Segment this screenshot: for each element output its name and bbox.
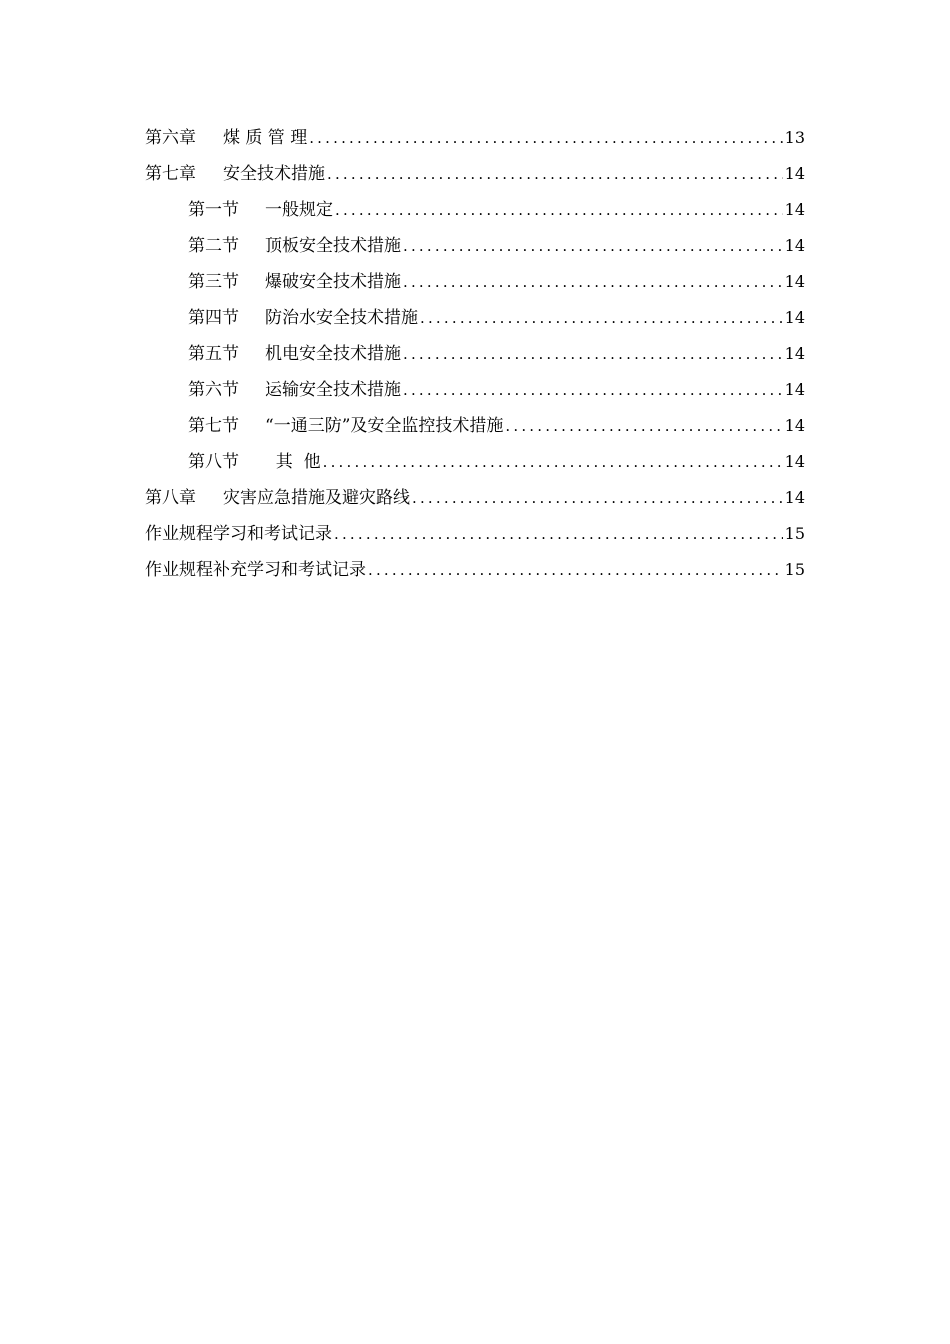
toc-entry[interactable] xyxy=(145,480,805,516)
toc-page-number: 14 xyxy=(784,380,805,399)
toc-page-number: 14 xyxy=(784,416,805,435)
toc-entry-label xyxy=(145,156,325,192)
dot-leader xyxy=(335,192,783,228)
toc-entry-number: 第六节 xyxy=(188,380,239,400)
toc-entry[interactable] xyxy=(145,300,805,336)
toc-entry-title: “一通三防”及安全监控技术措施 xyxy=(265,416,504,436)
toc-entry-title: 作业规程学习和考试记录 xyxy=(145,524,332,544)
dot-leader xyxy=(368,552,783,588)
toc-entry-number: 第一节 xyxy=(188,200,239,220)
toc-page-number: 14 xyxy=(784,452,805,471)
toc-page-number: 14 xyxy=(784,200,805,219)
dot-leader xyxy=(403,264,783,300)
toc-entry-title: 煤 质 管 理 xyxy=(223,128,308,148)
toc-page-number: 14 xyxy=(784,488,805,507)
toc-page-number: 14 xyxy=(784,344,805,363)
toc-entry-number: 第五节 xyxy=(188,344,239,364)
dot-leader xyxy=(323,444,783,480)
dot-leader xyxy=(334,516,783,552)
toc-entry-title: 其 他 xyxy=(265,452,321,472)
dot-leader xyxy=(505,408,782,444)
toc-entry-label xyxy=(188,372,401,408)
toc-entry-label xyxy=(188,408,503,444)
toc-page-number: 13 xyxy=(784,128,805,147)
toc-entry[interactable] xyxy=(145,120,805,156)
toc-entry-title: 防治水安全技术措施 xyxy=(265,308,418,328)
toc-entry-number: 第八章 xyxy=(145,488,196,508)
toc-page-number: 15 xyxy=(784,560,805,579)
toc-entry[interactable] xyxy=(145,516,805,552)
dot-leader xyxy=(403,336,783,372)
toc-entry-number: 第二节 xyxy=(188,236,239,256)
toc-entry-label xyxy=(188,264,401,300)
toc-entry[interactable] xyxy=(145,264,805,300)
toc-entry-label xyxy=(188,300,418,336)
toc-entry[interactable] xyxy=(145,228,805,264)
toc-entry[interactable] xyxy=(145,372,805,408)
toc-page-number: 14 xyxy=(784,308,805,327)
toc-entry-number: 第四节 xyxy=(188,308,239,328)
dot-leader xyxy=(327,156,783,192)
dot-leader xyxy=(403,228,783,264)
toc-entry[interactable] xyxy=(145,336,805,372)
toc-entry-number: 第六章 xyxy=(145,128,196,148)
toc-entry-label xyxy=(145,120,307,156)
toc-entry-title: 安全技术措施 xyxy=(223,164,325,184)
toc-entry-number: 第七章 xyxy=(145,164,196,184)
toc-entry[interactable] xyxy=(145,156,805,192)
toc-entry-title: 一般规定 xyxy=(265,200,333,220)
toc-entry-title: 顶板安全技术措施 xyxy=(265,236,401,256)
toc-entry-label xyxy=(188,228,401,264)
toc-entry-title: 机电安全技术措施 xyxy=(265,344,401,364)
toc-entry-label xyxy=(145,552,366,588)
dot-leader xyxy=(309,120,782,156)
toc-entry-title: 灾害应急措施及避灾路线 xyxy=(223,488,410,508)
toc-entry-title: 作业规程补充学习和考试记录 xyxy=(145,560,366,580)
toc-entry-label xyxy=(188,444,321,480)
toc-entry-label xyxy=(188,336,401,372)
toc-entry-number: 第三节 xyxy=(188,272,239,292)
toc-entry-title: 爆破安全技术措施 xyxy=(265,272,401,292)
dot-leader xyxy=(420,300,783,336)
toc-entry[interactable] xyxy=(145,552,805,588)
toc-entry[interactable] xyxy=(145,192,805,228)
table-of-contents xyxy=(145,120,805,588)
toc-page-number: 14 xyxy=(784,272,805,291)
toc-page-number: 14 xyxy=(784,236,805,255)
toc-entry-number: 第八节 xyxy=(188,452,239,472)
toc-entry-title: 运输安全技术措施 xyxy=(265,380,401,400)
dot-leader xyxy=(412,480,783,516)
toc-entry[interactable] xyxy=(145,408,805,444)
dot-leader xyxy=(403,372,783,408)
toc-entry[interactable] xyxy=(145,444,805,480)
toc-page-number: 14 xyxy=(784,164,805,183)
toc-entry-label xyxy=(145,516,332,552)
toc-entry-label xyxy=(145,480,410,516)
toc-entry-number: 第七节 xyxy=(188,416,239,436)
toc-entry-label xyxy=(188,192,333,228)
toc-page-number: 15 xyxy=(784,524,805,543)
